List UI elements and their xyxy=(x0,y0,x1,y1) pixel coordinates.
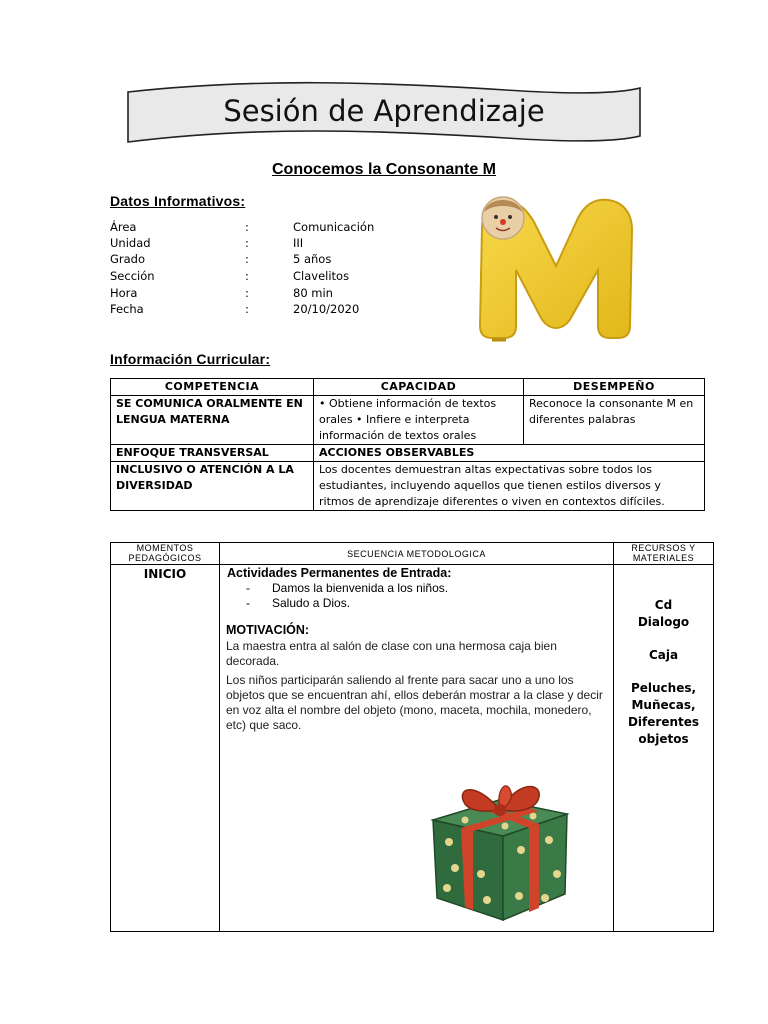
datos-sep: : xyxy=(245,236,249,250)
header-recursos-text: RECURSOS Y MATERIALES xyxy=(631,543,696,563)
curricular-heading: Información Curricular: xyxy=(110,351,271,367)
datos-heading: Datos Informativos: xyxy=(110,193,246,209)
recurso-item: Cd xyxy=(654,598,673,612)
datos-sep: : xyxy=(245,286,249,300)
gift-box-image xyxy=(425,770,575,925)
momento-cell xyxy=(111,565,220,932)
header-capacidad: CAPACIDAD xyxy=(314,379,524,396)
header-momentos xyxy=(111,543,220,565)
actividad-text: Saludo a Dios. xyxy=(272,596,351,610)
list-item xyxy=(246,581,607,595)
header-momentos-text: MOMENTOS PEDAGÓGICOS xyxy=(128,543,202,563)
datos-label: Hora xyxy=(110,286,138,300)
acciones-value: Los docentes demuestran altas expectativas sobre todos los estudiantes, incluyendo aquellos que tienen estilos diversos y ritmos de aprendizaje diferentes o viven en contextos difíciles. xyxy=(314,462,705,511)
capacidad-cell: • Obtiene información de textos orales • Infiere e interpreta información de textos orales xyxy=(314,396,524,445)
datos-value: 20/10/2020 xyxy=(293,302,360,316)
motivacion-paragraph-2: Los niños participarán saliendo al frente para sacar uno a uno los objetos que se encuentran ahí, ellos deberán mostrar a la clase y decir en voz alta el nombre del objeto (mono, maceta, mochila, monedero, etc) que saco. xyxy=(226,673,603,732)
recurso-item: Peluches, xyxy=(630,681,697,695)
list-item xyxy=(246,596,607,610)
actividad-text: Damos la bienvenida a los niños. xyxy=(272,581,449,595)
header-secuencia xyxy=(220,543,614,565)
header-competencia: COMPETENCIA xyxy=(111,379,314,396)
recurso-item: Caja xyxy=(648,648,679,662)
datos-value: III xyxy=(293,236,304,250)
motivacion-title: MOTIVACIÓN: xyxy=(226,623,310,637)
datos-sep: : xyxy=(245,220,249,234)
header-recursos xyxy=(614,543,714,565)
datos-value: 80 min xyxy=(293,286,333,300)
bullet-dash: - xyxy=(246,596,250,610)
acciones-label: ACCIONES OBSERVABLES xyxy=(314,445,705,462)
recurso-item: objetos xyxy=(638,732,689,746)
motivacion-paragraph-1: La maestra entra al salón de clase con una hermosa caja bien decorada. xyxy=(226,639,557,668)
enfoque-label: ENFOQUE TRANSVERSAL xyxy=(111,445,314,462)
datos-sep: : xyxy=(245,269,249,283)
recurso-item: Dialogo xyxy=(637,615,690,629)
recursos-cell xyxy=(614,565,714,932)
curricular-table xyxy=(110,378,705,511)
datos-value: 5 años xyxy=(293,252,332,266)
letter-m-image xyxy=(470,188,640,358)
recurso-item: Muñecas, xyxy=(631,698,696,712)
datos-sep: : xyxy=(245,252,249,266)
bullet-dash: - xyxy=(246,581,250,595)
desempeno-cell: Reconoce la consonante M en diferentes palabras xyxy=(524,396,705,445)
momento-inicio: INICIO xyxy=(143,567,187,581)
secuencia-cell xyxy=(220,565,614,932)
datos-label: Área xyxy=(110,220,137,234)
page-title: Sesión de Aprendizaje xyxy=(223,94,545,128)
enfoque-value: INCLUSIVO O ATENCIÓN A LA DIVERSIDAD xyxy=(111,462,314,511)
header-desempeno: DESEMPEÑO xyxy=(524,379,705,396)
datos-label: Fecha xyxy=(110,302,144,316)
recurso-item: Diferentes xyxy=(627,715,700,729)
sequence-table xyxy=(110,542,714,932)
header-secuencia-text: SECUENCIA METODOLOGICA xyxy=(347,548,486,559)
datos-label: Sección xyxy=(110,269,155,283)
datos-label: Unidad xyxy=(110,236,151,250)
lesson-subtitle: Conocemos la Consonante M xyxy=(271,161,497,178)
datos-value: Clavelitos xyxy=(293,269,350,283)
datos-label: Grado xyxy=(110,252,146,266)
datos-sep: : xyxy=(245,302,249,316)
recursos-list xyxy=(614,565,713,748)
datos-value: Comunicación xyxy=(293,220,375,234)
competencia-cell: SE COMUNICA ORALMENTE EN LENGUA MATERNA xyxy=(111,396,314,445)
actividades-title: Actividades Permanentes de Entrada: xyxy=(227,566,452,580)
